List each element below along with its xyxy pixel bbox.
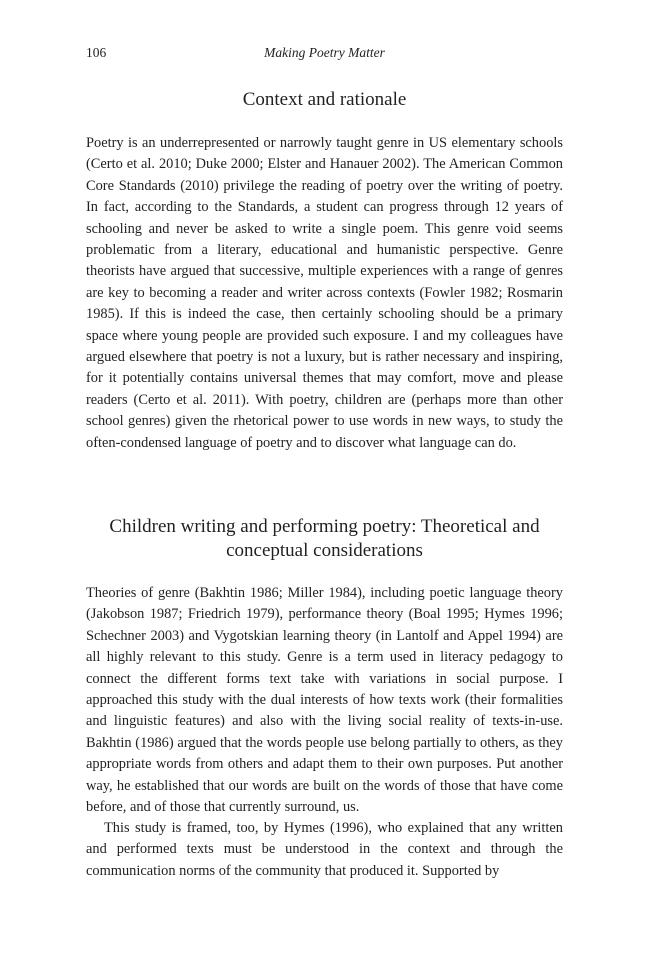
section-heading-children-poetry: Children writing and performing poetry: Theoretical and conceptual considerations	[109, 516, 540, 561]
paragraph-theories-of-genre: Theories of genre (Bakhtin 1986; Miller 1984), including poetic language theory (Jakobson 1987; Friedrich 1979), performance theory (Boal 1995; Hymes 1996; Schechner 2003) and Vygotskian learning theory (in Lantolf and Appel 1994) are all highly relevant to this study. Genre is a term used in literacy pedagogy to connect the different forms text take with variations in social purpose. I approached this study with the dual interests of how texts work (their formalities and linguistic features) and also with the living social reality of texts-in-use. Bakhtin (1986) argued that the words people use belong partially to others, as they appropriate words from others and adapt them to their own purposes. Put another way, he established that our words are built on the words of those that have come before, and of those that currently surround, us.	[86, 585, 563, 816]
running-title: Making Poetry Matter	[264, 45, 385, 60]
section-heading-context: Context and rationale	[242, 89, 407, 110]
paragraph-hymes-framing: This study is framed, too, by Hymes (1996), who explained that any written and performed texts must be understood in the context and through the communication norms of the community that produced it. Supported by	[86, 820, 563, 879]
paragraph-context-rationale: Poetry is an underrepresented or narrowly taught genre in US elementary schools (Certo et al. 2010; Duke 2000; Elster and Hanauer 2002). The American Common Core Standards (2010) privilege the reading of poetry over the writing of poetry. In fact, according to the Standards, a student can progress through 12 years of schooling and never be asked to write a single poem. This genre void seems problematic from a literary, educational and humanistic perspective. Genre theorists have argued that successive, multiple experiences with a range of genres are key to becoming a reader and writer across contexts (Fowler 1982; Rosmarin 1985). If this is indeed the case, then certainly schooling should be a primary space where young people are provided such exposure. I and my colleagues have argued elsewhere that poetry is not a luxury, but is rather necessary and inspiring, for it potentially contains universal themes that may comfort, move and please readers (Certo et al. 2011). With poetry, children are (perhaps more than other school genres) given the rhetorical power to use words in new ways, to study the often-condensed language of poetry and to discover what language can do.	[86, 135, 563, 451]
running-head	[86, 45, 563, 65]
page-number: 106	[86, 45, 107, 60]
